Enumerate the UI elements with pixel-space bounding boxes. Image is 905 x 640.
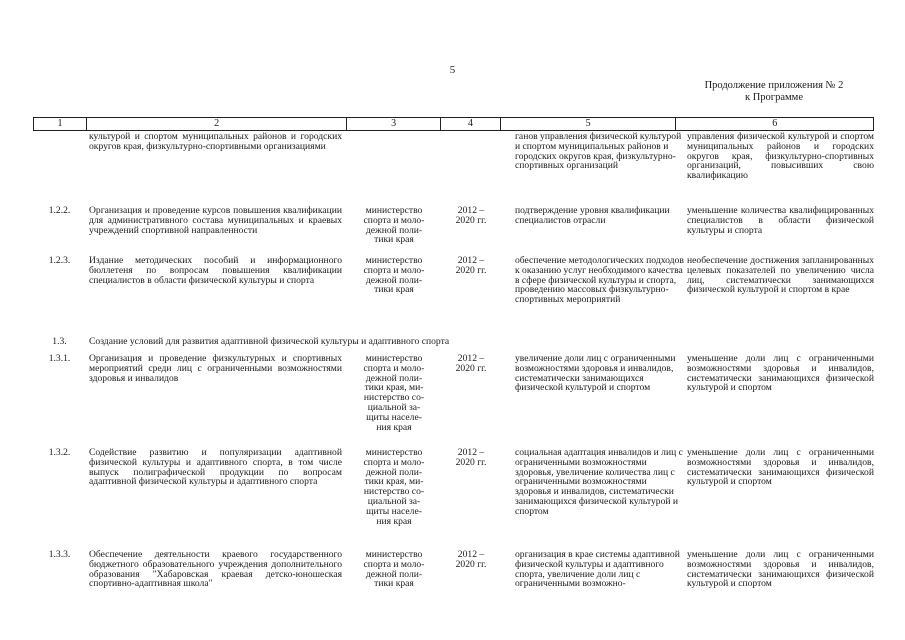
cell-consequence: уменьшение доли лиц с ограниченными возможностями здоровья и инвалидов, систематически занимающихся физической культурой и спортом [687, 447, 874, 488]
cell-name: Организация и проведение курсов повышения квалификации для административного состава муниципальных и краевых учреждений спортивной направленности [89, 205, 342, 236]
cell-executor: министерство спорта и моло- дежной поли- тики края [363, 549, 425, 590]
cell-num: 1.2.2. [48, 205, 71, 216]
cell-term: 2012 – 2020 гг. [455, 205, 487, 226]
section-num: 1.3. [52, 336, 67, 347]
table-header [33, 117, 874, 131]
cell-name: Обеспечение деятельности краевого государственного бюджетного образовательного учреждения дополнительного образования "Хабаровская краевая детско-юношеская спортивно-адаптивная школа" [89, 549, 342, 590]
cell-consequence: необеспечение достижения запланированных целевых показателей по увеличению числа лиц, систематически занимающихся физической культурой и спортом в крае [687, 255, 874, 296]
cell-result: организация в крае системы адаптивной физической культуры и адаптивного спорта, увеличение доли лиц с ограниченными возможно- [515, 549, 680, 590]
cell-executor: министерство спорта и моло- дежной поли- тики края, ми- нистерство со- циальной за- щиты населе- ния края [363, 447, 425, 527]
cell-num: 1.3.1. [48, 353, 71, 364]
cell-name: культурой и спортом муниципальных районов и городских округов края, физкультурно-спортивными организациями [89, 131, 342, 152]
cell-consequence: уменьшение доли лиц с ограниченными возможностями здоровья и инвалидов, систематически занимающихся физической культурой и спортом [687, 353, 874, 394]
appendix-note [674, 80, 874, 104]
cell-result: обеспечение методологических подходов к оказанию услуг необходимого качества в сфере физической культуры и спорта, проведению массовых физкультурно-спортивных мероприятий [515, 255, 684, 306]
cell-num: 1.3.2. [48, 447, 71, 458]
appendix-note-line2: к Программе [745, 92, 803, 103]
cell-executor: министерство спорта и моло- дежной поли- тики края [363, 255, 425, 296]
cell-term: 2012 – 2020 гг. [455, 447, 487, 468]
cell-consequence: уменьшение количества квалифицированных специалистов в области физической культуры и спорта [687, 205, 874, 236]
column-header-4: 4 [441, 118, 501, 130]
page-number: 5 [449, 64, 456, 76]
column-header-3: 3 [347, 118, 441, 130]
cell-term: 2012 – 2020 гг. [455, 255, 487, 276]
cell-consequence: уменьшение доли лиц с ограниченными возможностями здоровья и инвалидов, систематически занимающихся физической культурой и спортом [687, 549, 874, 590]
cell-executor: министерство спорта и моло- дежной поли- тики края [363, 205, 425, 246]
cell-name: Издание методических пособий и информационного бюллетеня по вопросам повышения квалификации специалистов в области физической культуры и спорта [89, 255, 342, 286]
cell-result: подтверждение уровня квалификации специалистов отрасли [515, 205, 670, 226]
cell-name: Организация и проведение физкультурных и спортивных мероприятий среди лиц с ограниченными возможностями здоровья и инвалидов [89, 353, 342, 384]
appendix-note-line1: Продолжение приложения № 2 [704, 80, 844, 91]
cell-executor: министерство спорта и моло- дежной поли- тики края, ми- нистерство со- циальной за- щиты населе- ния края [363, 353, 425, 433]
cell-name: Содействие развитию и популяризации адаптивной физической культуры и адаптивного спорта, в том числе выпуск полиграфической продукции по вопросам адаптивной физической культуры и адаптивного спорта [89, 447, 342, 488]
column-header-5: 5 [501, 118, 677, 130]
column-header-2: 2 [87, 118, 347, 130]
cell-result: ганов управления физической культурой и спортом муниципальных районов и городских округов края, физкультурно-спортивных организаций [515, 131, 682, 172]
column-header-1: 1 [34, 118, 87, 130]
cell-num: 1.3.3. [48, 549, 71, 560]
cell-term: 2012 – 2020 гг. [455, 353, 487, 374]
cell-result: социальная адаптация инвалидов и лиц с ограниченными возможностями здоровья, увеличение количества лиц с ограниченными возможностями здоровья и инвалидов, систематически занимающихся физической культурой и спортом [515, 447, 683, 517]
column-header-6: 6 [772, 118, 778, 129]
cell-num: 1.2.3. [48, 255, 71, 266]
section-title: Создание условий для развития адаптивной физической культуры и адаптивного спорта [89, 336, 450, 347]
cell-consequence: управления физической культурой и спортом муниципальных районов и городских округов края, физкультурно-спортивных организаций, повысивших свою квалификацию [687, 131, 874, 182]
cell-term: 2012 – 2020 гг. [455, 549, 487, 570]
cell-result: увеличение доли лиц с ограниченными возможностями здоровья и инвалидов, систематически занимающихся физической культурой и спортом [515, 353, 676, 394]
